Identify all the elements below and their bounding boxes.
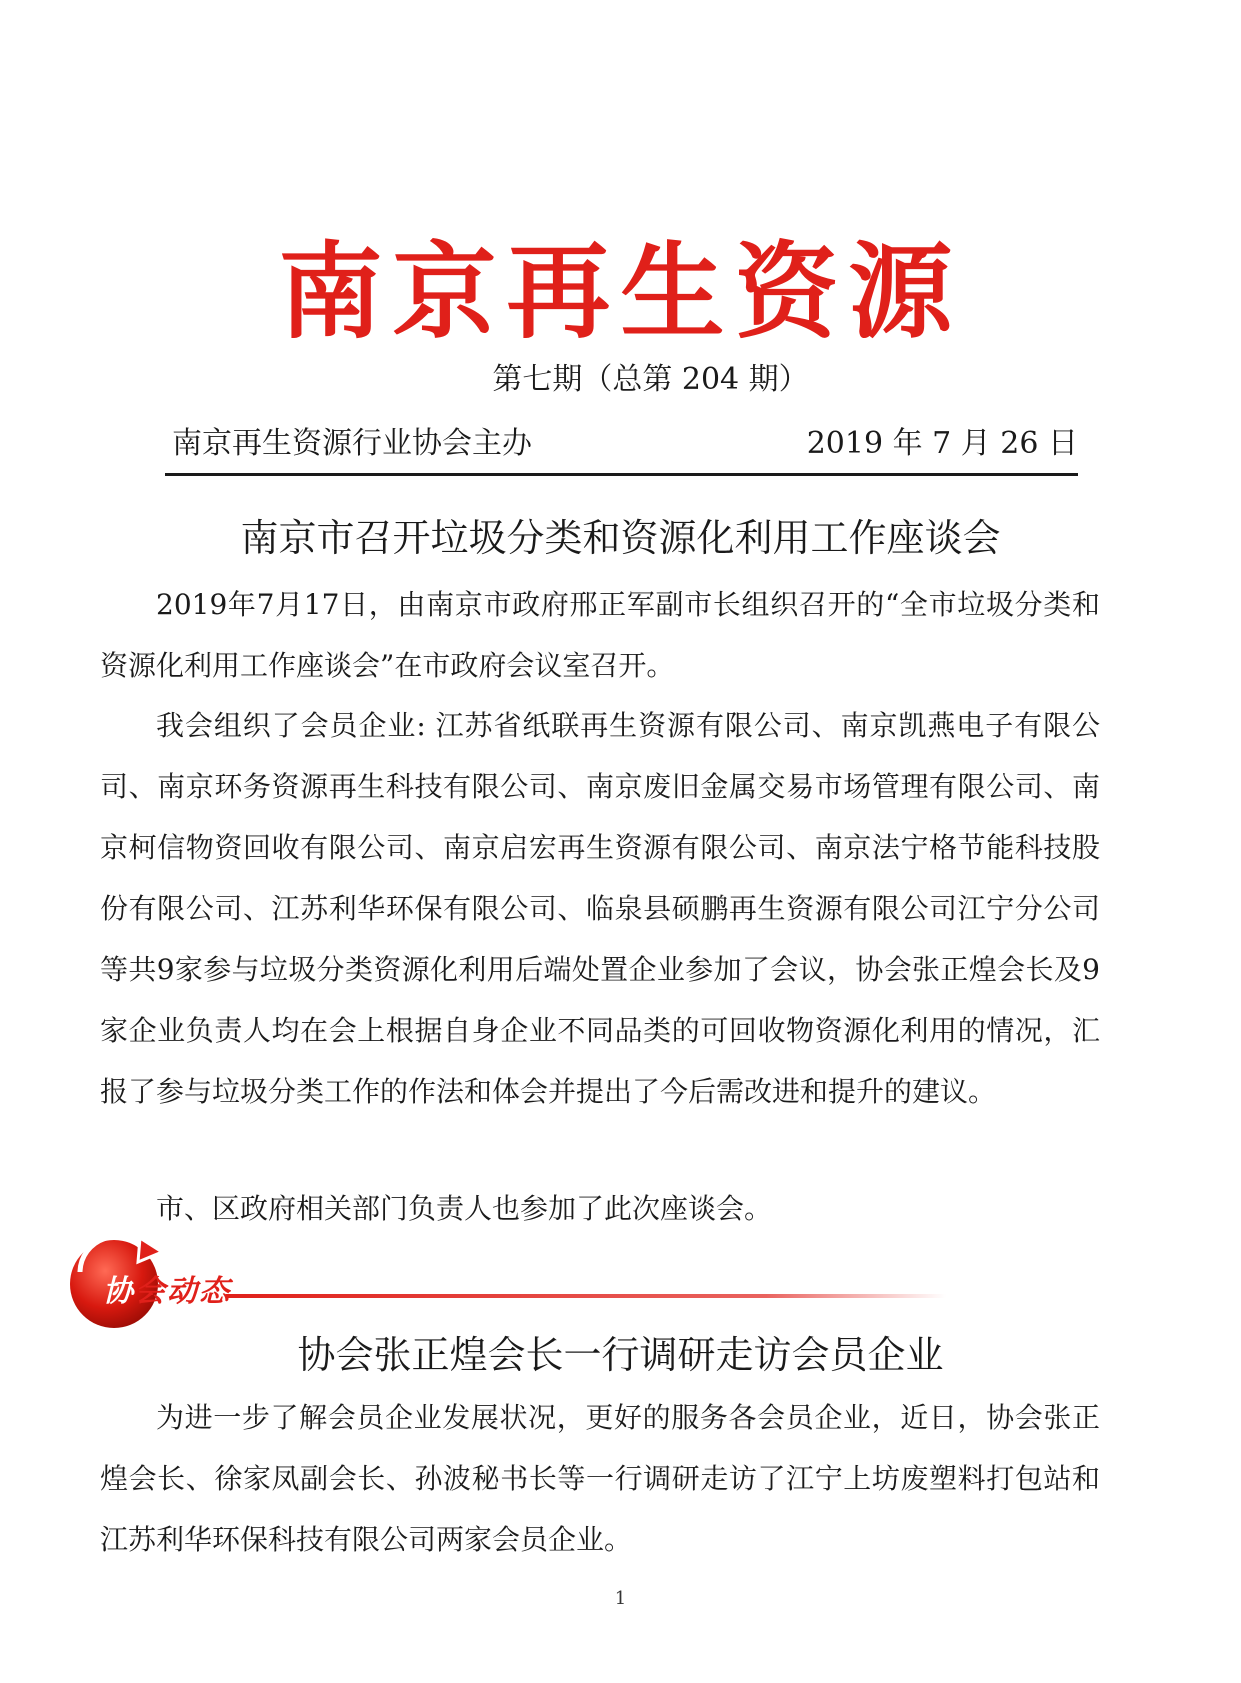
masthead-title: 南京再生资源 xyxy=(278,231,963,353)
article-1-paragraph-3: 市、区政府相关部门负责人也参加了此次座谈会。 xyxy=(156,1192,773,1225)
publication-date: 2019 年 7 月 26 日 xyxy=(806,426,1078,461)
section-label-first: 协 xyxy=(103,1274,135,1309)
header-divider xyxy=(165,473,1078,476)
article-1-paragraph-2: 我会组织了会员企业: 江苏省纸联再生资源有限公司、南京凯燕电子有限公司、南京环务资源再生科技有限公司、南京废旧金属交易市场管理有限公司、南京柯信物资回收有限公司、南京启宏再生资源有限公司、南京法宁格节能科技股份有限公司、江苏利华环保有限公司、临泉县硕鹏再生资源有限公司江宁分公司等共9家参与垃圾分类资源化利用后端处置企业参加了会议，协会张正煌会长及9家企业负责人均在会上根据自身企业不同品类的可回收物资源化利用的情况，汇报了参与垃圾分类工作的作法和体会并提出了今后需改进和提升的建议。 xyxy=(100,709,1100,1108)
sponsor-line: 南京再生资源行业协会主办 xyxy=(172,426,532,461)
page-number: 1 xyxy=(614,1588,627,1609)
article-1-paragraph-1: 2019年7月17日，由南京市政府邢正军副市长组织召开的“全市垃圾分类和资源化利用工作座谈会”在市政府会议室召开。 xyxy=(100,588,1100,682)
section-label-rest: 会动态 xyxy=(135,1274,231,1309)
section-label xyxy=(103,1266,231,1310)
article-1-title: 南京市召开垃圾分类和资源化利用工作座谈会 xyxy=(240,516,1001,560)
issue-number: 第七期（总第 204 期） xyxy=(492,362,809,397)
article-2-paragraph-1: 为进一步了解会员企业发展状况，更好的服务各会员企业，近日，协会张正煌会长、徐家凤副会长、孙波秘书长等一行调研走访了江宁上坊废塑料打包站和江苏利华环保科技有限公司两家会员企业。 xyxy=(100,1401,1100,1556)
article-2-title: 协会张正煌会长一行调研走访会员企业 xyxy=(297,1333,944,1377)
